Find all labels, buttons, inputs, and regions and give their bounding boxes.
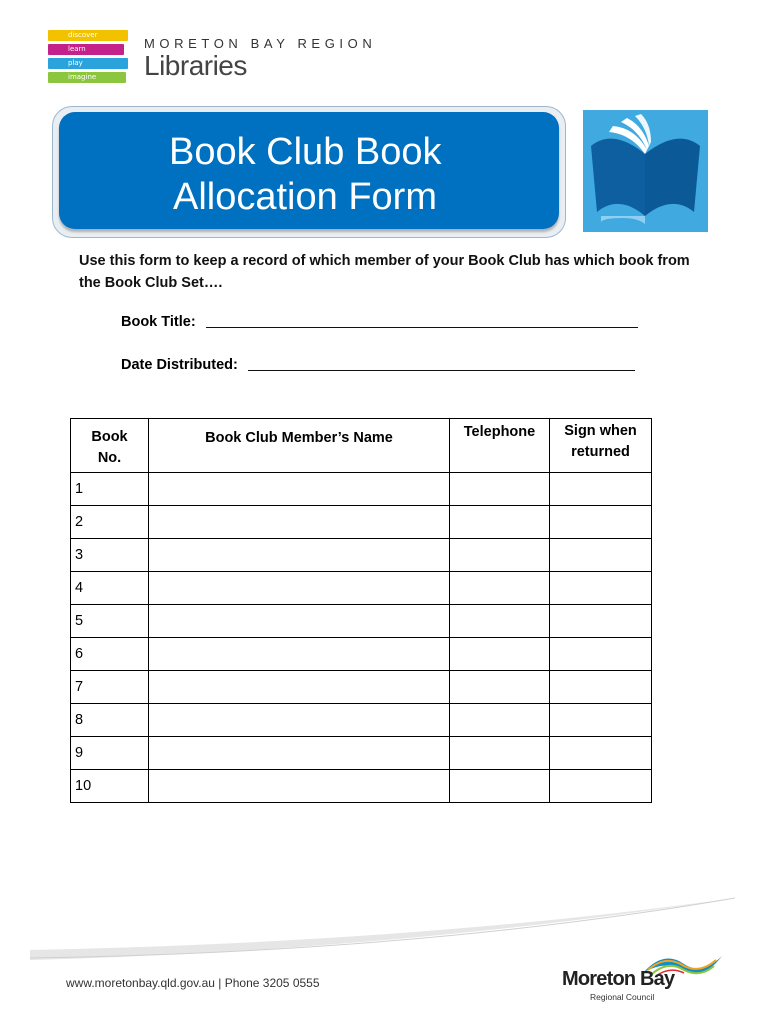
page-title <box>169 130 442 220</box>
member-name-cell[interactable] <box>149 572 450 605</box>
book-number-cell: 2 <box>71 506 149 539</box>
sign-cell[interactable] <box>550 572 652 605</box>
council-logo <box>558 950 728 1010</box>
member-name-cell[interactable] <box>149 473 450 506</box>
page-title-line2: Allocation Form <box>173 176 437 218</box>
logo-region-text: MORETON BAY REGION <box>144 36 377 51</box>
date-distributed-line[interactable] <box>248 356 635 371</box>
telephone-cell[interactable] <box>450 671 550 704</box>
date-distributed-label: Date Distributed: <box>121 357 238 373</box>
member-name-cell[interactable] <box>149 770 450 803</box>
member-name-cell[interactable] <box>149 539 450 572</box>
sign-cell[interactable] <box>550 704 652 737</box>
telephone-cell[interactable] <box>450 605 550 638</box>
title-banner <box>52 106 566 238</box>
book-number-cell: 3 <box>71 539 149 572</box>
council-name: Moreton Bay <box>562 968 675 990</box>
book-number-cell: 4 <box>71 572 149 605</box>
sign-cell[interactable] <box>550 671 652 704</box>
libraries-logo <box>48 30 377 90</box>
book-number-cell: 9 <box>71 737 149 770</box>
header-sign-when-returned: Sign when returned <box>550 419 652 473</box>
telephone-cell[interactable] <box>450 473 550 506</box>
member-name-cell[interactable] <box>149 605 450 638</box>
date-distributed-field[interactable] <box>121 356 635 373</box>
telephone-cell[interactable] <box>450 539 550 572</box>
sign-cell[interactable] <box>550 638 652 671</box>
council-subtitle: Regional Council <box>590 992 655 1002</box>
table-body <box>71 473 652 803</box>
member-name-cell[interactable] <box>149 506 450 539</box>
sign-cell[interactable] <box>550 770 652 803</box>
telephone-cell[interactable] <box>450 770 550 803</box>
table-row <box>71 572 652 605</box>
book-number-cell: 6 <box>71 638 149 671</box>
member-name-cell[interactable] <box>149 737 450 770</box>
book-title-field[interactable] <box>121 313 638 330</box>
title-banner-fill <box>59 112 559 229</box>
table-row <box>71 638 652 671</box>
footer-contact: www.moretonbay.qld.gov.au | Phone 3205 0555 <box>66 976 320 990</box>
sign-cell[interactable] <box>550 605 652 638</box>
table-row <box>71 704 652 737</box>
allocation-table <box>70 418 652 803</box>
logo-bar-discover: discover <box>48 30 128 41</box>
table-row <box>71 671 652 704</box>
book-number-cell: 5 <box>71 605 149 638</box>
logo-libraries-text: Libraries <box>144 50 247 81</box>
logo-bar-imagine: imagine <box>48 72 126 83</box>
header-book-no: Book No. <box>71 419 149 473</box>
intro-text: Use this form to keep a record of which member of your Book Club has which book from the Book Club Set…. <box>79 253 690 291</box>
table-row <box>71 539 652 572</box>
sign-cell[interactable] <box>550 506 652 539</box>
book-title-line[interactable] <box>206 313 638 328</box>
book-number-cell: 8 <box>71 704 149 737</box>
logo-bar-play: play <box>48 58 128 69</box>
page-title-line1: Book Club Book <box>169 131 442 173</box>
header-member-name: Book Club Member’s Name <box>149 419 450 473</box>
table-row <box>71 605 652 638</box>
telephone-cell[interactable] <box>450 572 550 605</box>
table-row <box>71 506 652 539</box>
telephone-cell[interactable] <box>450 506 550 539</box>
sign-cell[interactable] <box>550 737 652 770</box>
member-name-cell[interactable] <box>149 704 450 737</box>
table-header-row <box>71 419 652 473</box>
open-book-icon <box>583 110 708 232</box>
telephone-cell[interactable] <box>450 638 550 671</box>
member-name-cell[interactable] <box>149 671 450 704</box>
table-row <box>71 770 652 803</box>
logo-bar-learn: learn <box>48 44 124 55</box>
book-title-label: Book Title: <box>121 314 196 330</box>
telephone-cell[interactable] <box>450 704 550 737</box>
book-number-cell: 7 <box>71 671 149 704</box>
book-number-cell: 1 <box>71 473 149 506</box>
sign-cell[interactable] <box>550 539 652 572</box>
table-row <box>71 473 652 506</box>
book-number-cell: 10 <box>71 770 149 803</box>
table-row <box>71 737 652 770</box>
logo-bars <box>48 30 132 86</box>
telephone-cell[interactable] <box>450 737 550 770</box>
member-name-cell[interactable] <box>149 638 450 671</box>
header-telephone: Telephone <box>450 419 550 473</box>
sign-cell[interactable] <box>550 473 652 506</box>
